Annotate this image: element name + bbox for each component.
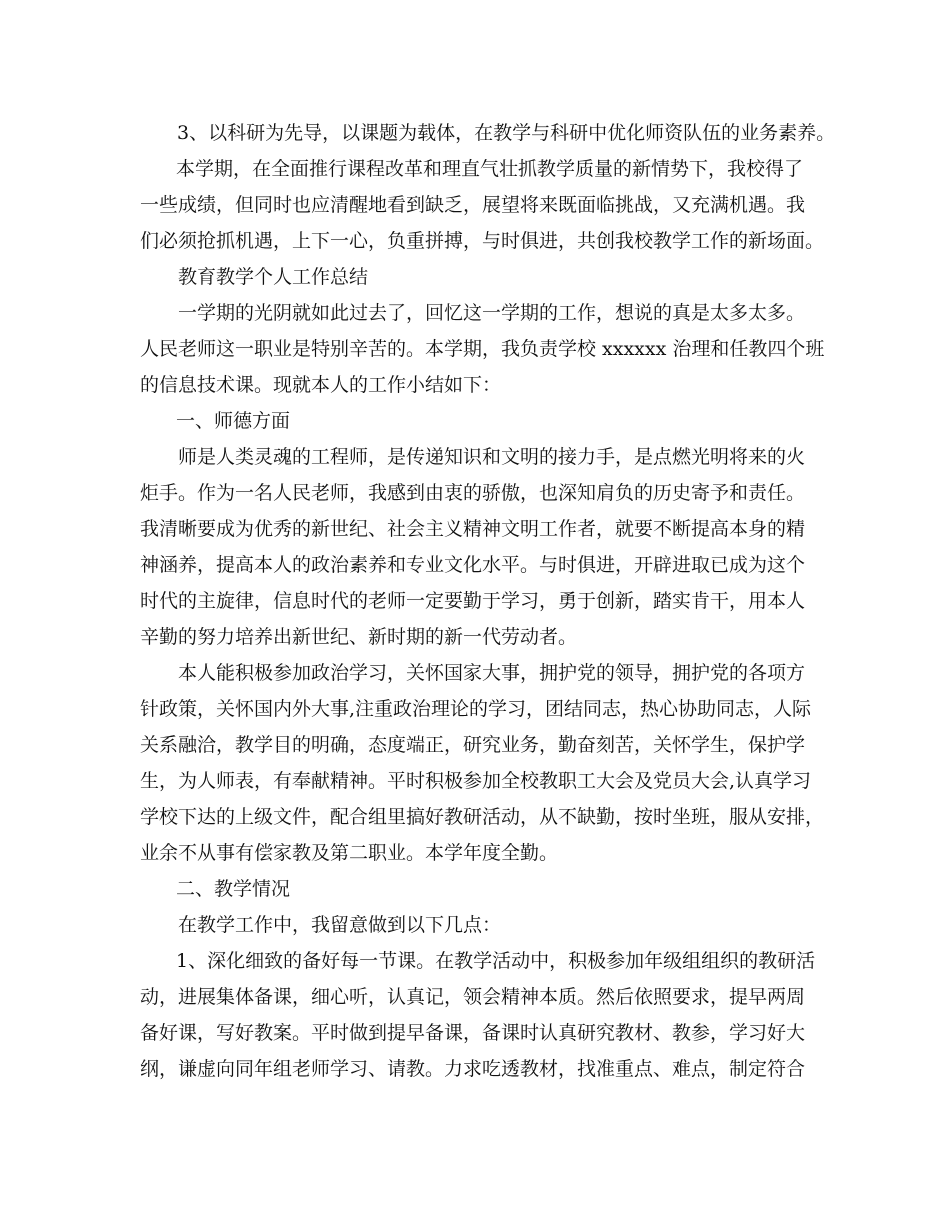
- body-line: 炬手。作为一名人民老师，我感到由衷的骄傲，也深知肩负的历史寄予和责任。: [140, 482, 806, 504]
- body-line: 本人能积极参加政治学习，关怀国家大事，拥护党的领导，拥护党的各项方: [178, 662, 806, 684]
- body-line: 一些成绩，但同时也应清醒地看到缺乏，展望将来既面临挑战，又充满机遇。我: [140, 194, 806, 216]
- body-line: 的信息技术课。现就本人的工作小结如下：: [140, 374, 502, 396]
- section-heading: 一、师德方面: [176, 410, 291, 432]
- body-line: 在教学工作中，我留意做到以下几点：: [178, 914, 502, 936]
- section-heading: 教育教学个人工作总结: [178, 266, 369, 288]
- body-line: 神涵养，提高本人的政治素养和专业文化水平。与时俱进，开辟进取已成为这个: [140, 554, 806, 576]
- body-line: 业余不从事有偿家教及第二职业。本学年度全勤。: [140, 842, 559, 864]
- body-line: 动，进展集体备课，细心听，认真记，领会精神本质。然后依照要求，提早两周: [140, 986, 806, 1008]
- body-line: 备好课，写好教案。平时做到提早备课，备课时认真研究教材、教参，学习好大: [140, 1022, 806, 1044]
- section-heading: 二、教学情况: [176, 878, 291, 900]
- body-line: 师是人类灵魂的工程师，是传递知识和文明的接力手，是点燃光明将来的火: [178, 446, 806, 468]
- body-line: 1、深化细致的备好每一节课。在教学活动中，积极参加年级组组织的教研活: [176, 950, 816, 972]
- body-line: 针政策，关怀国内外大事,注重政治理论的学习，团结同志，热心协助同志，人际: [140, 698, 812, 720]
- body-line: 人民老师这一职业是特别辛苦的。本学期，我负责学校 xxxxxx 治理和任教四个班: [140, 338, 825, 360]
- body-line: 生，为人师表，有奉献精神。平时积极参加全校教职工大会及党员大会,认真学习: [140, 770, 812, 792]
- body-line: 纲，谦虚向同年组老师学习、请教。力求吃透教材，找准重点、难点，制定符合: [140, 1058, 806, 1080]
- body-line: 们必须抢抓机遇，上下一心，负重拼搏，与时俱进，共创我校教学工作的新场面。: [140, 230, 825, 252]
- body-line: 我清晰要成为优秀的新世纪、社会主义精神文明工作者，就要不断提高本身的精: [140, 518, 806, 540]
- body-line: 时代的主旋律，信息时代的老师一定要勤于学习，勇于创新，踏实肯干，用本人: [140, 590, 806, 612]
- body-line: 一学期的光阴就如此过去了，回忆这一学期的工作，想说的真是太多太多。: [178, 302, 806, 324]
- body-line: 学校下达的上级文件，配合组里搞好教研活动，从不缺勤，按时坐班，服从安排，: [140, 806, 825, 828]
- body-line: 本学期，在全面推行课程改革和理直气壮抓教学质量的新情势下，我校得了: [176, 158, 804, 180]
- body-line: 关系融洽，教学目的明确，态度端正，研究业务，勤奋刻苦，关怀学生，保护学: [140, 734, 806, 756]
- body-line: 辛勤的努力培养出新世纪、新时期的新一代劳动者。: [140, 626, 578, 648]
- body-line: 3、以科研为先导，以课题为载体，在教学与科研中优化师资队伍的业务素养。: [177, 122, 836, 144]
